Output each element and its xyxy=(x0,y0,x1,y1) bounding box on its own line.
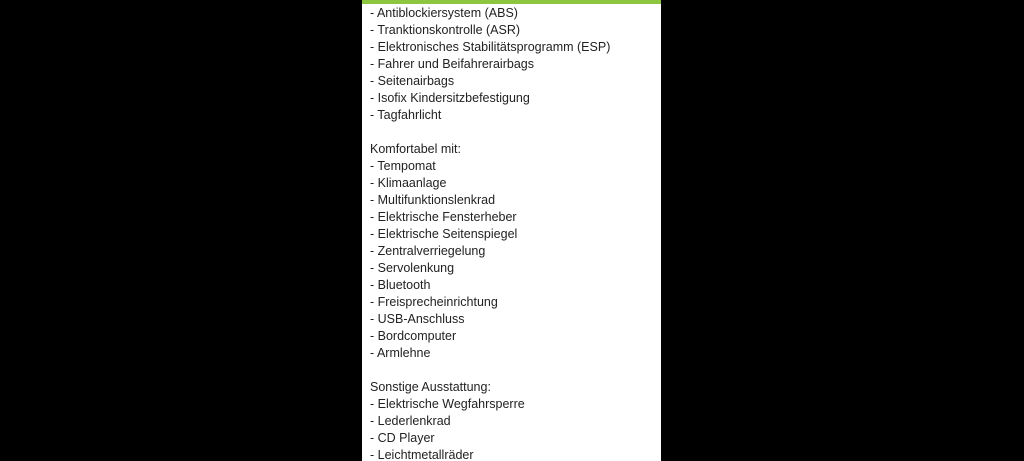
comfort-item: - Tempomat xyxy=(370,159,436,173)
section-spacer xyxy=(370,362,657,379)
comfort-item: - USB-Anschluss xyxy=(370,312,465,326)
comfort-item: - Bordcomputer xyxy=(370,329,457,343)
equipment-list xyxy=(370,5,657,461)
safety-item: - Seitenairbags xyxy=(370,74,455,88)
safety-item: - Tranktionskontrolle (ASR) xyxy=(370,23,521,37)
other-heading: Sonstige Ausstattung: xyxy=(370,380,491,394)
comfort-item: - Armlehne xyxy=(370,346,431,360)
comfort-item: - Elektrische Seitenspiegel xyxy=(370,227,518,241)
listing-description-panel xyxy=(362,0,661,461)
accent-bar xyxy=(362,0,661,4)
comfort-item: - Bluetooth xyxy=(370,278,431,292)
comfort-item: - Klimaanlage xyxy=(370,176,447,190)
other-item: - Elektrische Wegfahrsperre xyxy=(370,397,525,411)
comfort-heading: Komfortabel mit: xyxy=(370,142,462,156)
comfort-item: - Servolenkung xyxy=(370,261,455,275)
comfort-item: - Multifunktionslenkrad xyxy=(370,193,496,207)
safety-item: - Elektronisches Stabilitätsprogramm (ESP) xyxy=(370,40,611,54)
other-item: - CD Player xyxy=(370,431,435,445)
comfort-item: - Freisprecheinrichtung xyxy=(370,295,498,309)
safety-item: - Fahrer und Beifahrerairbags xyxy=(370,57,534,71)
comfort-item: - Elektrische Fensterheber xyxy=(370,210,517,224)
other-item: - Lederlenkrad xyxy=(370,414,451,428)
other-item: - Leichtmetallräder xyxy=(370,448,474,461)
safety-item: - Antiblockiersystem (ABS) xyxy=(370,6,518,20)
comfort-item: - Zentralverriegelung xyxy=(370,244,486,258)
section-spacer xyxy=(370,124,657,141)
safety-item: - Isofix Kindersitzbefestigung xyxy=(370,91,530,105)
safety-item: - Tagfahrlicht xyxy=(370,108,442,122)
